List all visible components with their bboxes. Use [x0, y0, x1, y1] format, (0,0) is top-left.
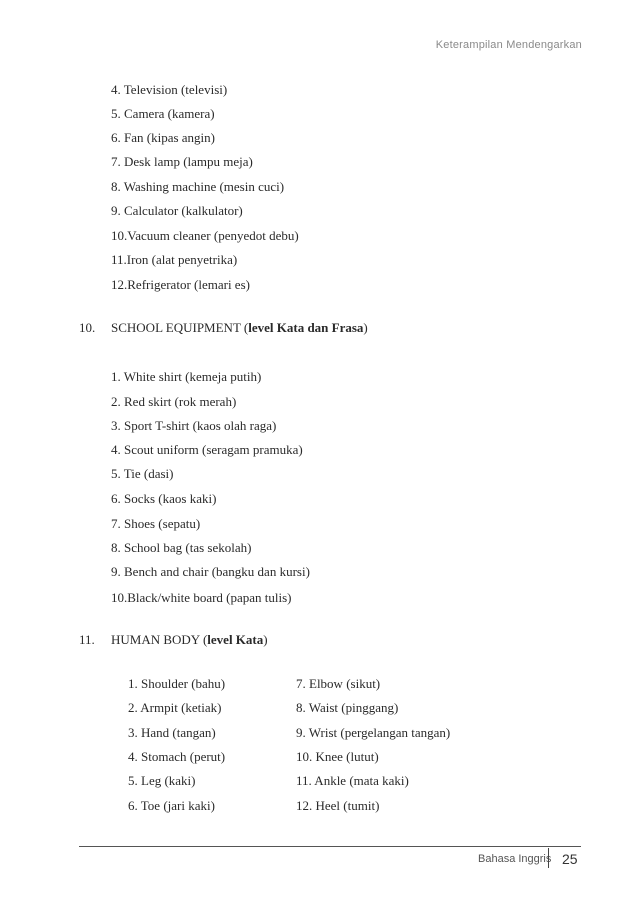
list-item: 11. Ankle (mata kaki) [296, 773, 409, 788]
list-item: 5. Leg (kaki) [128, 773, 196, 788]
list-item: 7. Desk lamp (lampu meja) [111, 154, 253, 169]
footer-separator [548, 848, 549, 868]
list-item: 10. Knee (lutut) [296, 749, 379, 764]
list-item: 8. Waist (pinggang) [296, 700, 399, 715]
list-item: 7. Elbow (sikut) [296, 676, 381, 691]
section-level: level Kata [207, 632, 264, 647]
section-title-end: ) [263, 632, 268, 647]
list-item: 11.Iron (alat penyetrika) [111, 252, 238, 267]
list-item: 9. Calculator (kalkulator) [111, 203, 243, 218]
list-item: 2. Armpit (ketiak) [128, 700, 222, 715]
list-item: 3. Sport T-shirt (kaos olah raga) [111, 418, 277, 433]
list-item: 10.Black/white board (papan tulis) [111, 590, 292, 605]
section-heading [79, 320, 368, 336]
section-number: 11. [79, 632, 95, 647]
section-title-end: ) [363, 320, 368, 335]
list-item: 8. School bag (tas sekolah) [111, 540, 252, 555]
list-item: 6. Socks (kaos kaki) [111, 491, 217, 506]
list-item: 4. Scout uniform (seragam pramuka) [111, 442, 303, 457]
list-item: 6. Toe (jari kaki) [128, 798, 215, 813]
list-item: 4. Television (televisi) [111, 82, 228, 97]
list-item: 6. Fan (kipas angin) [111, 130, 215, 145]
list-item: 12.Refrigerator (lemari es) [111, 277, 250, 292]
page-number: 25 [562, 851, 578, 867]
list-item: 1. White shirt (kemeja putih) [111, 369, 262, 384]
list-item: 5. Camera (kamera) [111, 106, 215, 121]
list-item: 10.Vacuum cleaner (penyedot debu) [111, 228, 299, 243]
running-header: Keterampilan Mendengarkan [435, 39, 582, 51]
list-item: 8. Washing machine (mesin cuci) [111, 179, 285, 194]
section-number: 10. [79, 320, 96, 335]
list-item: 9. Wrist (pergelangan tangan) [296, 725, 451, 740]
section-level: level Kata dan Frasa [248, 320, 364, 335]
footer-book-title: Bahasa Inggris [478, 853, 552, 865]
list-item: 4. Stomach (perut) [128, 749, 226, 764]
list-item: 7. Shoes (sepatu) [111, 516, 201, 531]
list-item: 5. Tie (dasi) [111, 466, 174, 481]
footer-divider [79, 846, 581, 847]
list-item: 2. Red skirt (rok merah) [111, 394, 237, 409]
list-item: 12. Heel (tumit) [296, 798, 380, 813]
list-item: 1. Shoulder (bahu) [128, 676, 226, 691]
list-item: 3. Hand (tangan) [128, 725, 216, 740]
list-item: 9. Bench and chair (bangku dan kursi) [111, 564, 310, 579]
section-heading [79, 632, 268, 648]
section-title: HUMAN BODY ( [111, 632, 208, 647]
section-title: SCHOOL EQUIPMENT ( [111, 320, 249, 335]
